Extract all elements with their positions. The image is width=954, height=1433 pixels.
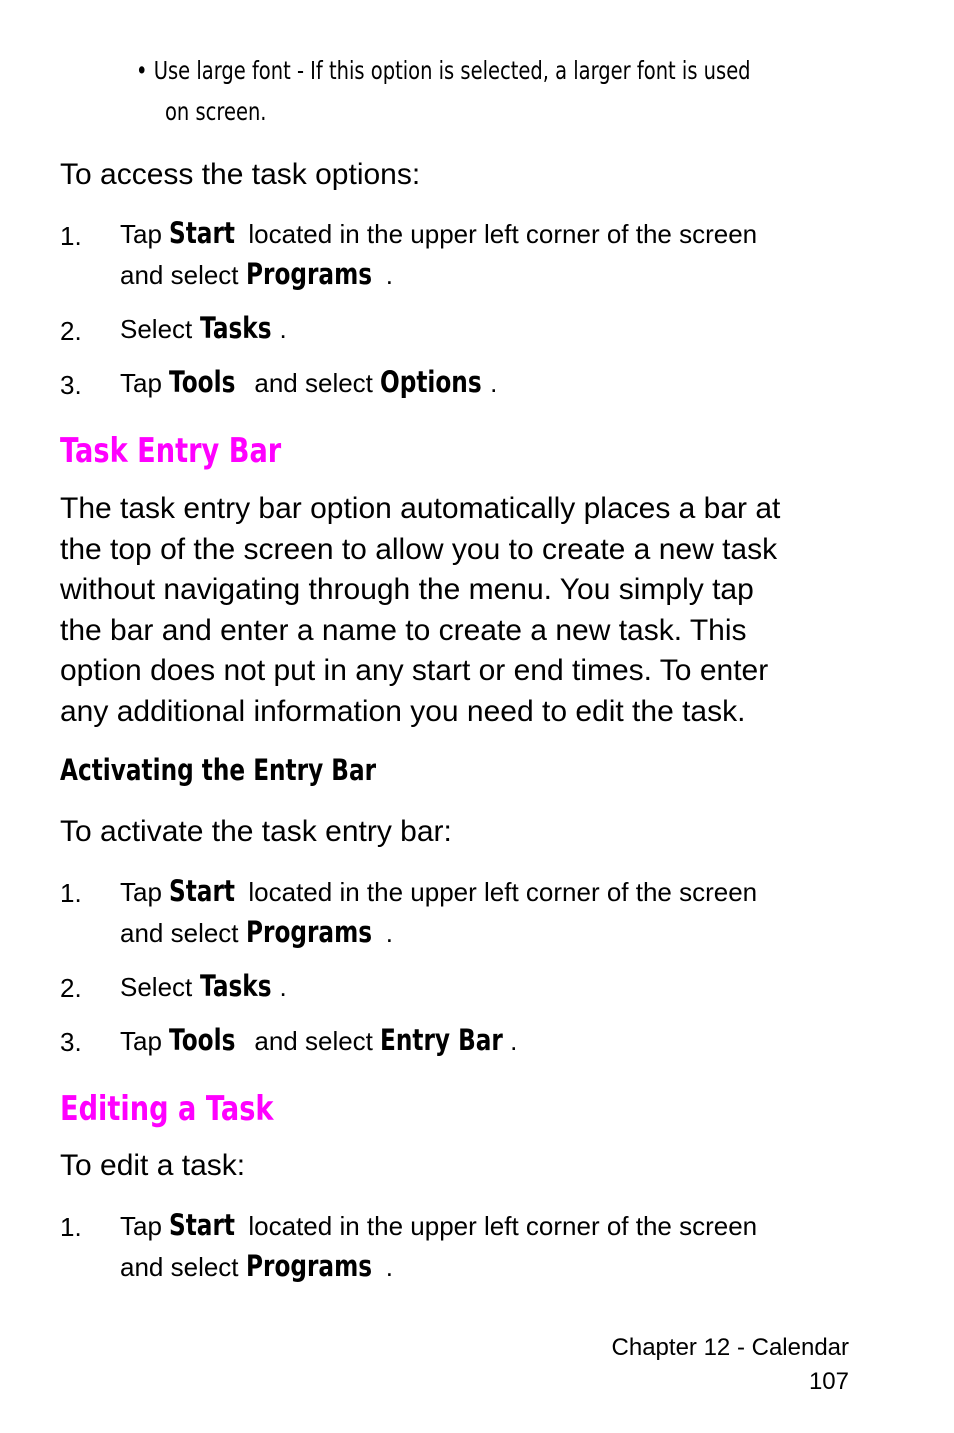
paragraph-line: any additional information you need to edit the task. <box>60 694 746 728</box>
bullet-item-large-font: • Use large font - If this option is selected, a larger font is used <box>136 56 751 85</box>
paragraph-line: without navigating through the menu. You simply tap <box>60 573 754 606</box>
activate-intro: To activate the task entry bar: <box>60 815 452 848</box>
keyword-tasks: Tasks <box>199 311 272 345</box>
section-heading-task-entry-bar: Task Entry Bar <box>60 431 282 471</box>
paragraph-line: the top of the screen to allow you to create a new task <box>60 532 778 566</box>
step-text-continuation: and select Programs . <box>120 1246 393 1287</box>
keyword-programs: Programs <box>245 915 372 949</box>
step-number: 2. <box>60 973 82 1003</box>
keyword-tools: Tools <box>169 365 236 399</box>
step-number: 3. <box>60 370 82 400</box>
step-number: 1. <box>60 221 82 251</box>
footer-chapter: Chapter 12 - Calendar <box>611 1334 849 1361</box>
editing-intro: To edit a task: <box>60 1149 246 1182</box>
paragraph-line: The task entry bar option automatically places a bar at <box>60 492 781 525</box>
section-heading-editing-task: Editing a Task <box>60 1089 274 1129</box>
paragraph-line: the bar and enter a name to create a new task. This <box>60 613 747 647</box>
step-text: Select Tasks . <box>120 966 287 1007</box>
step-text-continuation: and select Programs . <box>120 912 393 953</box>
keyword-start: Start <box>169 874 236 908</box>
subheading-activating-entry-bar: Activating the Entry Bar <box>60 753 377 787</box>
step-number: 1. <box>60 1212 82 1242</box>
footer-page-number: 107 <box>808 1368 849 1395</box>
step-text: Tap Start located in the upper left corner of the screen <box>120 871 757 912</box>
access-intro: To access the task options: <box>60 158 421 191</box>
step-text: Tap Start located in the upper left corner of the screen <box>120 1205 757 1246</box>
keyword-programs: Programs <box>245 1249 372 1283</box>
step-number: 1. <box>60 878 82 908</box>
step-text: Select Tasks . <box>120 308 287 349</box>
keyword-start: Start <box>169 1208 236 1242</box>
keyword-options: Options <box>380 365 482 399</box>
step-text: Tap Start located in the upper left corner of the screen <box>120 213 757 254</box>
step-text-continuation: and select Programs . <box>120 254 393 295</box>
keyword-entry-bar: Entry Bar <box>380 1023 504 1057</box>
keyword-tasks: Tasks <box>199 969 272 1003</box>
keyword-programs: Programs <box>245 257 372 291</box>
step-text: Tap Tools and select Entry Bar . <box>120 1020 517 1061</box>
step-text: Tap Tools and select Options . <box>120 362 497 403</box>
bullet-item-continuation: on screen. <box>165 97 267 126</box>
keyword-tools: Tools <box>169 1023 236 1057</box>
paragraph-line: option does not put in any start or end times. To enter <box>60 654 769 687</box>
step-number: 3. <box>60 1027 82 1057</box>
step-number: 2. <box>60 316 82 346</box>
keyword-start: Start <box>169 216 236 250</box>
